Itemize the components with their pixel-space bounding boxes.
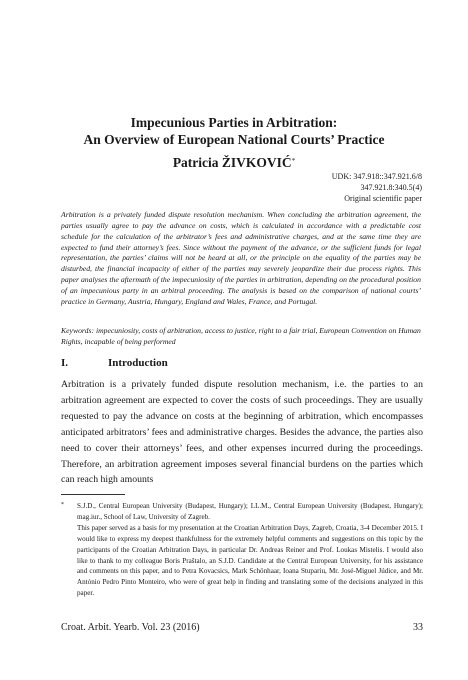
author-footnote-mark: * [291,157,296,165]
udk-code-2: 347.921.8:340.5(4) [360,183,422,192]
udk-code: UDK: 347.918::347.921.6/8 [331,172,422,181]
section-title: Introduction [108,357,168,369]
section-heading [61,356,168,370]
page-number: 33 [413,622,423,633]
footnote-1 [61,501,423,523]
body-paragraph: Arbitration is a privately funded dispute resolution mechanism, i.e. the parties to an arbitration agreement are expected to cover the costs of such proceedings. They are usually requested to pay the advance on costs at the beginning of arbitration, which encompasses anticipated arbitrators’ fees and administrative charges. Besides the advance, the parties also need to cover their attorneys’ fees, and other expenses incurred during the proceedings. Therefore, an arbitration agreement imposes several financial burdens on the parties which can reach high amounts [61,379,423,486]
journal-footer: Croat. Arbit. Yearb. Vol. 23 (2016) [61,622,200,633]
keywords-label: Keywords: [61,326,95,335]
footnote-mark: * [61,502,64,508]
author-name [0,154,468,171]
abstract: Arbitration is a privately funded dispute resolution mechanism. When concluding the arbitration agreement, the parties usually agree to pay the advance on costs, which is calculated in accordance with a predictable cost schedule for the calculation of the arbitrator’s fees and administrative charges, and at the same time they are expected to fund their attorney’s fees. Since without the payment of the advance, or the sufficient funds for legal representation, the parties’ claims will not be heard at all, or the principle on the equality of the parties may be disturbed, the financial incapacity of either of the parties may severely jeopardize their due process rights. This paper analyses the aftermath of the impecuniosity of the parties in arbitration, depending on the procedural position of an impecunious party in an arbitral proceeding. The analysis is based on the comparison of national courts’ practice in Germany, Austria, Hungary, England and Wales, France, and Portugal. [61,210,421,306]
article-title-line-1: Impecunious Parties in Arbitration: [130,115,338,130]
footnote-divider [61,494,125,495]
author-name-text: Patricia ŽIVKOVIĆ [172,155,292,170]
footnote-2: This paper served as a basis for my presentation at the Croatian Arbitration Days, Zagreb, Croatia, 3-4 December 2015. I would like to express my deepest thankfulness for the extremely helpful comments and suggestions on this topic by the participants of the Croatian Arbitration Days, in particular Dr. Andreas Reiner and Prof. Loukas Mistelis. I would also like to thank to my colleague Boris Praštalo, an S.J.D. Candidate at the Central European University, for his assistance and comments on this paper, and to Petra Kovacsics, Mark Schönhaar, Ioana Stupariu, Mr. José-Miguel Júdice, and Mr. António Pedro Pinto Monteiro, who were of great help in finding and translating some of the decisions analyzed in this paper. [77,524,423,598]
article-title-line-2: An Overview of European National Courts’ Practice [83,132,385,147]
section-number: I. [61,357,69,369]
paper-type: Original scientific paper [344,194,422,203]
keywords [61,326,421,348]
footnote-1-text: S.J.D., Central European University (Budapest, Hungary); LL.M., Central European University (Budapest, Hungary); mag.iur., School of Law, University of Zagreb. [77,502,423,521]
keywords-text: impecuniosity, costs of arbitration, access to justice, right to a fair trial, European Convention on Human Rights, incapable of being performed [61,326,421,346]
